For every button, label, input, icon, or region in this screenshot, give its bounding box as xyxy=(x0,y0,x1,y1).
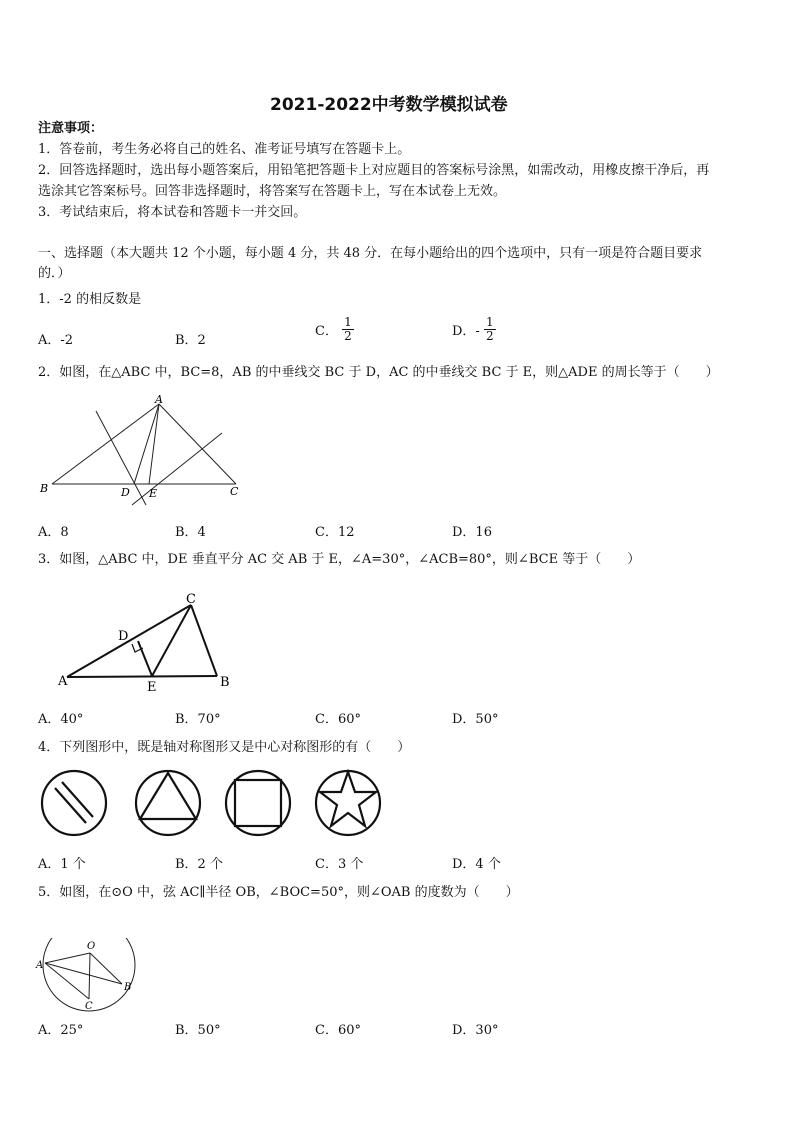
q1-option-a[interactable]: A．-2 xyxy=(38,333,74,348)
notice-item-3: 3．考试结束后，将本试卷和答题卡一并交回。 xyxy=(38,205,307,220)
q4-option-a[interactable]: A．1 个 xyxy=(38,857,86,872)
q1-option-b[interactable]: B．2 xyxy=(175,333,206,348)
q5-option-b[interactable]: B．50° xyxy=(175,1023,221,1038)
circle-with-triangle-figure xyxy=(136,771,200,835)
q3-figure xyxy=(56,588,236,694)
q3-label-c: C xyxy=(186,592,196,607)
q5-option-a[interactable]: A．25° xyxy=(38,1023,84,1038)
notice-heading: 注意事项： xyxy=(38,121,104,136)
circle-with-square-figure xyxy=(226,771,290,835)
q3-label-e: E xyxy=(147,680,157,694)
q2-label-e: E xyxy=(149,487,158,500)
q2-label-b: B xyxy=(40,482,49,495)
q3-label-a: A xyxy=(58,674,68,689)
q5-option-d[interactable]: D．30° xyxy=(452,1023,499,1038)
q1-option-c[interactable] xyxy=(315,316,354,343)
q2-label-a: A xyxy=(155,393,163,406)
q2-option-c[interactable]: C．12 xyxy=(315,525,355,540)
q5-option-c[interactable]: C．60° xyxy=(315,1023,361,1038)
q4-option-b[interactable]: B．2 个 xyxy=(175,857,223,872)
q4-figures xyxy=(38,768,384,840)
section-header: 一、选择题（本大题共 12 个小题，每小题 4 分，共 48 分．在每小题给出的四个选项中，只有一项是符合题目要求 xyxy=(38,246,703,261)
q3-option-c[interactable]: C．60° xyxy=(315,712,361,727)
circle-with-star-figure xyxy=(316,771,380,835)
circle-with-diagonal-bar-figure xyxy=(42,771,106,835)
q2-label-d: D xyxy=(121,486,130,499)
q4-option-d[interactable]: D．4 个 xyxy=(452,857,501,872)
q5-label-b: B xyxy=(124,982,132,993)
q5-stem: 5．如图，在⊙O 中，弦 AC∥半径 OB，∠BOC=50°，则∠OAB 的度数为（ ） xyxy=(38,885,519,900)
page-title: 2021-2022中考数学模拟试卷 xyxy=(270,95,508,115)
q1-stem: 1．-2 的相反数是 xyxy=(38,292,142,307)
q3-label-d: D xyxy=(118,629,129,644)
q5-figure xyxy=(34,938,142,1014)
q3-option-a[interactable]: A．40° xyxy=(38,712,84,727)
notice-item-2: 2．回答选择题时，选出每小题答案后，用铅笔把答题卡上对应题目的答案标号涂黑，如需改动，用橡皮擦干净后，再 xyxy=(38,163,710,178)
q3-option-d[interactable]: D．50° xyxy=(452,712,499,727)
q2-figure xyxy=(36,393,244,509)
q1-option-c-prefix: C． xyxy=(315,324,338,339)
q2-option-a[interactable]: A．8 xyxy=(38,525,69,540)
q5-label-c: C xyxy=(85,1001,93,1012)
q5-label-o: O xyxy=(87,941,96,952)
q4-stem: 4．下列图形中，既是轴对称图形又是中心对称图形的有（ ） xyxy=(38,740,411,755)
q1-option-d-fraction: $\frac{1}{2}$ xyxy=(485,315,494,343)
q4-option-c[interactable]: C．3 个 xyxy=(315,857,364,872)
notice-item-2-cont: 选涂其它答案标号。回答非选择题时，将答案写在答题卡上，写在本试卷上无效。 xyxy=(38,184,507,199)
q2-option-d[interactable]: D．16 xyxy=(452,525,492,540)
q2-label-c: C xyxy=(230,485,239,498)
q3-option-b[interactable]: B．70° xyxy=(175,712,221,727)
q2-stem: 2．如图，在△ABC 中，BC=8，AB 的中垂线交 BC 于 D，AC 的中垂线交 BC 于 E，则△ADE 的周长等于（ ） xyxy=(38,365,719,380)
q3-stem: 3．如图，△ABC 中，DE 垂直平分 AC 交 AB 于 E，∠A=30°，∠ACB=80°，则∠BCE 等于（ ） xyxy=(38,552,641,567)
section-header-cont: 的．） xyxy=(38,266,71,281)
q1-option-d-prefix: D．- xyxy=(452,324,480,339)
q3-label-b: B xyxy=(220,675,230,690)
q1-option-c-fraction: $\frac{1}{2}$ xyxy=(344,315,352,343)
q2-option-b[interactable]: B．4 xyxy=(175,525,206,540)
q5-label-a: A xyxy=(36,960,44,971)
notice-item-1: 1．答卷前，考生务必将自己的姓名、准考证号填写在答题卡上。 xyxy=(38,142,411,157)
q1-option-d[interactable] xyxy=(452,316,496,343)
